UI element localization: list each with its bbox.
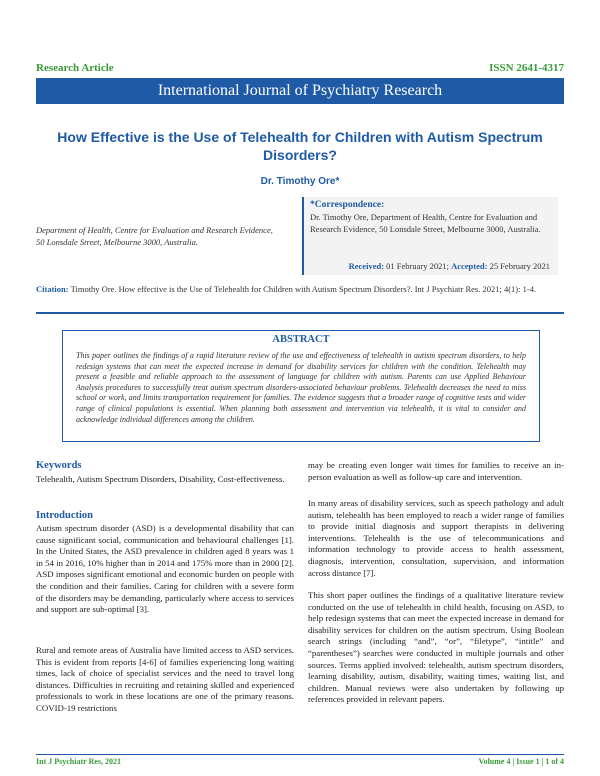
footer-divider <box>36 754 564 755</box>
citation-text: Timothy Ore. How effective is the Use of Telehealth for Children with Autism Spectrum Disorders?. Int J Psychiatr Res. 2021; 4(1): 1-4. <box>70 284 537 294</box>
keywords-heading: Keywords <box>36 460 82 471</box>
abstract-text: This paper outlines the findings of a rapid literature review of the use and effectiveness of telehealth in autism spectrum disorders, to help redesign systems that can meet the expected increase in demand for disability services for children with the condition. Telehealth may present a feasible and reliable approach to the assessment of language for children with autism. Parents can use Applied Behaviour Analysis procedures to successfully treat autism spectrum disorders-associated behaviour problems. Telehealth decreases the need to miss school or work, and limits transportation requirement for families. The evidence suggests that a broader range of cognitive tests and wider range of clinical populations is essential. When planning both assessment and intervention via telehealth, it is vital to consider and acknowledge individual differences among the children. <box>76 351 526 424</box>
journal-banner: International Journal of Psychiatry Research <box>36 78 564 104</box>
received-accepted-dates <box>310 261 550 271</box>
article-type-label: Research Article <box>36 62 114 74</box>
intro-paragraph-1: Autism spectrum disorder (ASD) is a developmental disability that can cause significant social, communication and behavioural challenges [1]. In the United States, the ASD prevalence in children aged 8 years was 1 in 54 in 2016, 10% higher than in 2014 and 175% more than in 2000 [2]. ASD imposes significant emotional and economic burden on people with the condition and their families. Caring for children with a severe form of the disorders may be demanding, particularly where access to services and support are sub-optimal [3]. <box>36 523 294 615</box>
author-affiliation: Department of Health, Centre for Evaluation and Research Evidence, 50 Lonsdale Street, Melbourne 3000, Australia. <box>36 225 273 247</box>
received-date: 01 February 2021; <box>386 261 449 271</box>
accepted-label: Accepted: <box>451 261 488 271</box>
footer-page-info: Volume 4 | Issue 1 | 1 of 4 <box>478 757 564 766</box>
right-paragraph-3: This short paper outlines the findings of a qualitative literature review conducted on the use of telehealth in child health, focusing on ASD, to help redesign systems that can meet the expected increase in demand for disability services for children on the autism spectrum. Using Boolean search strings (including “and”, “or”, “filetype”, “intitle” and “parentheses”) searches were conducted in multiple journals and other sources. Terms applied involved: telehealth, autism spectrum disorders, learning disability, autism, disability, waiting times, waiting list, and children. Manual reviews were also undertaken by following up references provided in relevant papers. <box>308 590 564 705</box>
received-label: Received: <box>348 261 385 271</box>
introduction-heading: Introduction <box>36 510 93 521</box>
correspondence-text: Dr. Timothy Ore, Department of Health, Centre for Evaluation and Research Evidence, 50 Lonsdale Street, Melbourne 3000, Australia. <box>310 212 541 234</box>
citation-label: Citation: <box>36 284 69 294</box>
citation <box>36 284 564 296</box>
right-paragraph-2: In many areas of disability services, such as speech pathology and adult autism, telehealth has been employed to reach a wider range of families to provide initial diagnosis and support therapists in delivering interventions. Telehealth is the use of telecommunications and information technology to provide access to health assessment, diagnosis, intervention, consultation, supervision, and information across distance [7]. <box>308 498 564 578</box>
accepted-date: 25 February 2021 <box>489 261 550 271</box>
keywords-text: Telehealth, Autism Spectrum Disorders, Disability, Cost-effectiveness. <box>36 474 285 484</box>
intro-paragraph-2: Rural and remote areas of Australia have limited access to ASD services. This is evident from reports [4-6] of families experiencing long waiting times, lack of choice of specialist services and the need to travel long distances. Difficulties in recruiting and retaining skilled and experienced professionals to work in these locations are one of the primary reasons. COVID-19 restrictions <box>36 645 294 713</box>
issn-label: ISSN 2641-4317 <box>489 62 564 74</box>
correspondence-heading: *Correspondence: <box>310 200 385 210</box>
abstract-heading: ABSTRACT <box>272 334 330 345</box>
author-name: Dr. Timothy Ore* <box>260 176 340 187</box>
paper-title: How Effective is the Use of Telehealth for Children with Autism Spectrum Disorders? <box>57 129 543 163</box>
footer-journal: Int J Psychiatr Res, 2021 <box>36 757 121 766</box>
divider <box>36 312 564 314</box>
right-paragraph-1: may be creating even longer wait times for families to receive an in-person evaluation as well as follow-up care and intervention. <box>308 460 564 482</box>
